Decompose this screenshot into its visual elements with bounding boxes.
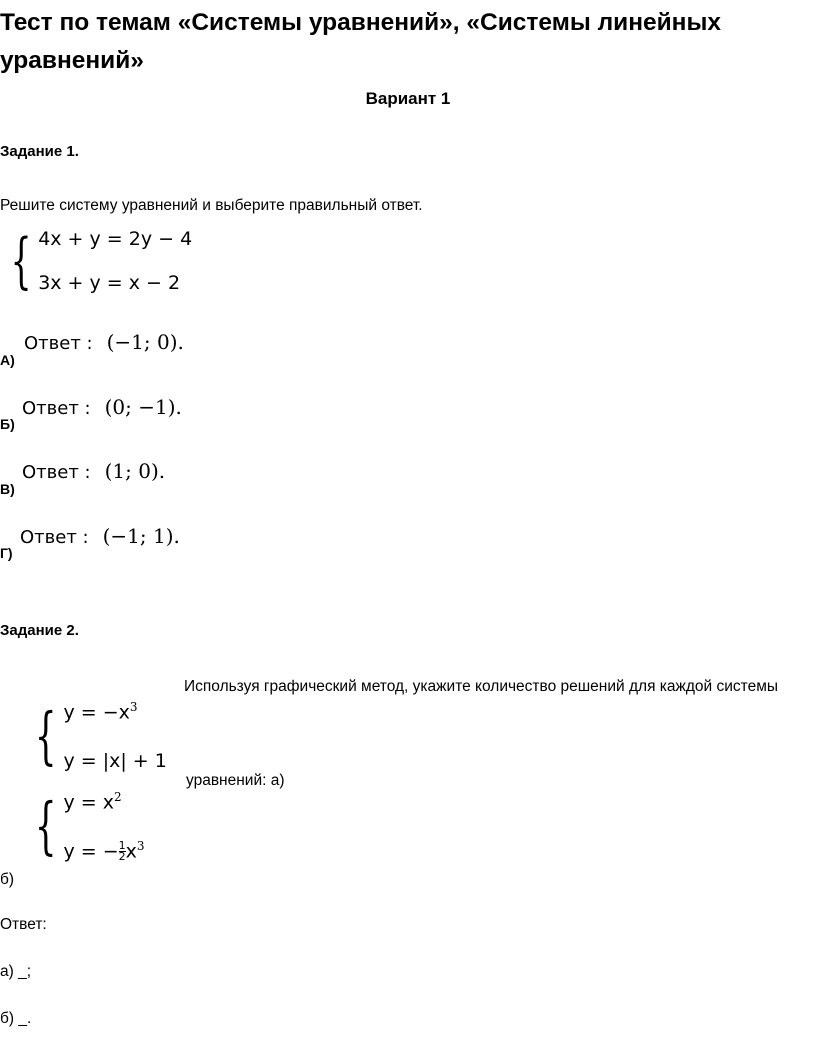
option-letter: Г) — [0, 545, 13, 561]
task2-system-a — [26, 700, 167, 772]
option-c[interactable] — [0, 481, 15, 499]
system-b-label: б) — [0, 871, 15, 888]
answer-value: (−1; 0). — [106, 330, 184, 354]
system-a-equation-2: y = |x| + 1 — [63, 750, 167, 772]
answer-value: (1; 0). — [104, 459, 166, 483]
answer-b[interactable]: б) _. — [0, 1010, 32, 1027]
answer-value: (−1; 1). — [102, 524, 180, 548]
answer-a[interactable]: а) _; — [0, 963, 32, 980]
system-b-equation-1: $y = x^2$ — [63, 790, 122, 814]
page-title: Тест по темам «Системы уравнений», «Системы линейных уравнений» — [0, 9, 722, 74]
option-letter: А) — [0, 352, 15, 368]
answer-value: (0; −1). — [104, 395, 182, 419]
brace-icon: { — [34, 789, 57, 862]
brace-icon: { — [34, 699, 57, 772]
task1-equation-1: 4x + y = 2y − 4 — [38, 228, 193, 250]
variant-heading: Вариант 1 — [365, 89, 451, 108]
task2-heading: Задание 2. — [0, 622, 79, 639]
task1-equation-system — [2, 228, 192, 294]
brace-icon: { — [10, 226, 32, 296]
task2-prompt-line2: уравнений: а) — [186, 772, 285, 789]
answer-word: Ответ : — [20, 527, 89, 548]
option-a[interactable] — [0, 352, 15, 370]
task2-system-b — [26, 790, 145, 862]
answer-word: Ответ : — [22, 462, 91, 483]
option-c-answer — [22, 459, 165, 483]
answer-label: Ответ: — [0, 916, 47, 933]
task1-heading: Задание 1. — [0, 143, 79, 160]
task1-equation-2: 3x + y = x − 2 — [38, 272, 181, 294]
system-a-equation-1: $y = -x^3$ — [63, 700, 138, 724]
option-b[interactable] — [0, 416, 15, 434]
task2-prompt-line1: Используя графический метод, укажите количество решений для каждой системы — [184, 678, 779, 695]
option-b-answer — [22, 395, 182, 419]
option-letter: Б) — [0, 416, 15, 432]
answer-word: Ответ : — [24, 333, 93, 354]
task1-prompt: Решите систему уравнений и выберите правильный ответ. — [0, 197, 423, 214]
option-a-answer — [24, 330, 184, 354]
option-d-answer — [20, 524, 180, 548]
system-b-equation-2: y = − $\frac{1}{2}$ $x^3$ — [63, 838, 145, 863]
fraction: $\frac{1}{2}$ — [118, 839, 126, 863]
answer-word: Ответ : — [22, 398, 91, 419]
option-d[interactable] — [0, 545, 13, 563]
option-letter: В) — [0, 481, 15, 497]
